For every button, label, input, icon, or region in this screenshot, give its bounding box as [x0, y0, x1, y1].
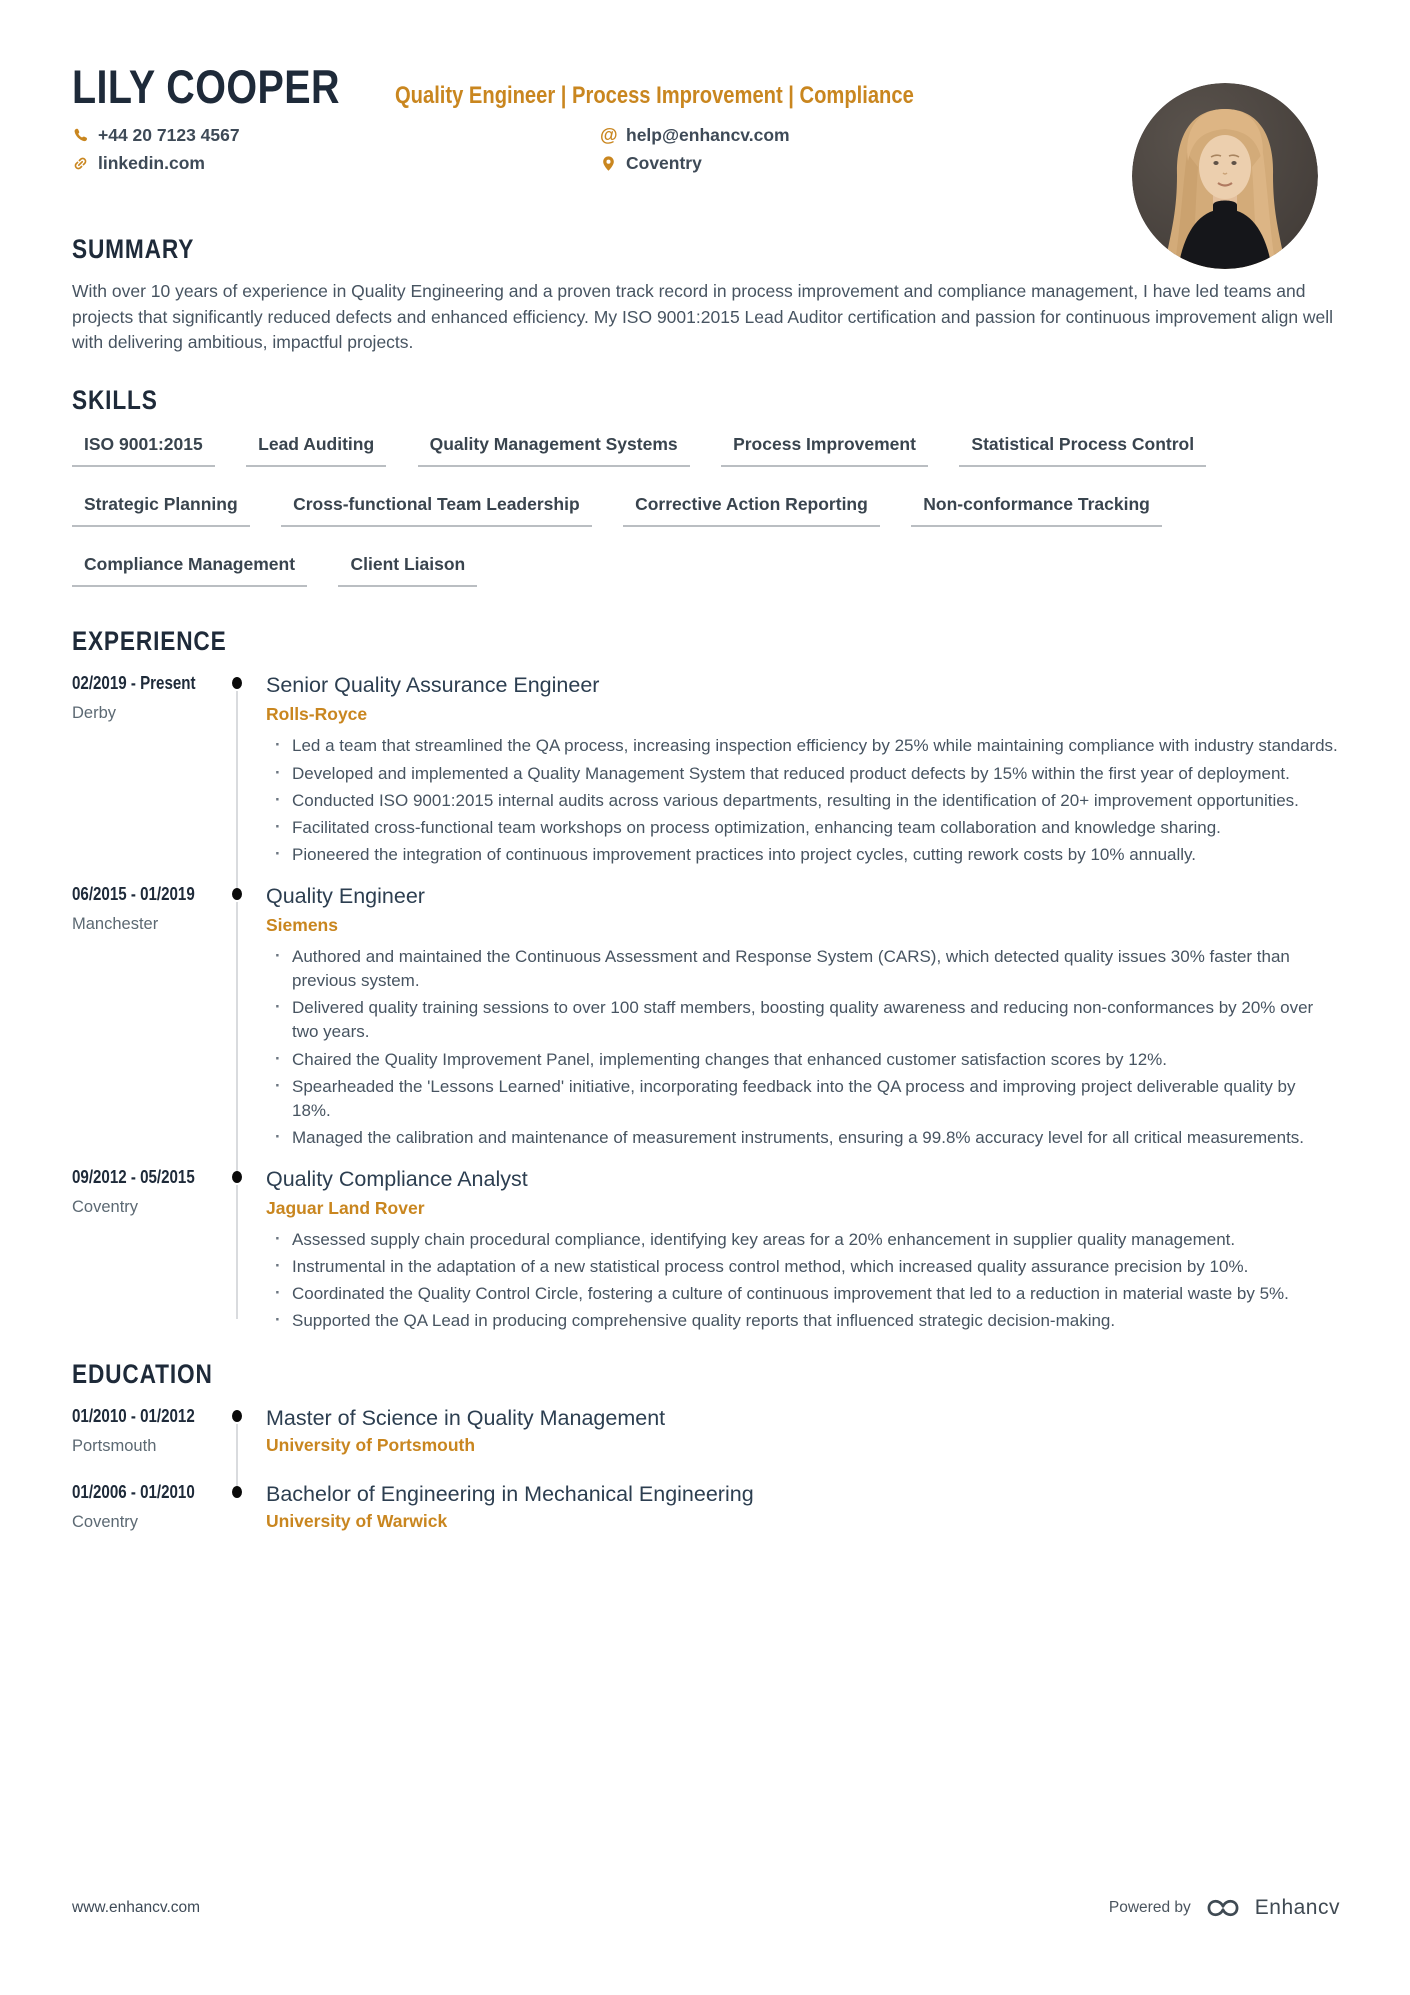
skill-tag: Corrective Action Reporting — [623, 494, 880, 527]
footer-website-link[interactable]: www.enhancv.com — [72, 1899, 201, 1916]
at-icon: @ — [600, 125, 618, 146]
timeline-dot — [232, 1486, 242, 1498]
entry-location: Manchester — [72, 915, 159, 934]
person-name: LILY COOPER — [72, 60, 340, 113]
experience-section — [72, 626, 1338, 1336]
education-heading: EDUCATION — [72, 1358, 213, 1389]
timeline-dot — [232, 1410, 242, 1422]
bullet-item: · Assessed supply chain procedural compliance, identifying key areas for a 20% enhancement in supplier quality management. — [266, 1228, 1338, 1252]
skills-section — [72, 385, 1338, 614]
powered-by-block[interactable] — [1109, 1895, 1340, 1921]
timeline-line — [236, 691, 238, 888]
timeline-dot — [232, 888, 242, 900]
bullet-item: · Supported the QA Lead in producing comprehensive quality reports that influenced strategic decision-making. — [266, 1309, 1338, 1333]
skill-tag: Quality Management Systems — [418, 434, 690, 467]
phone-icon — [72, 127, 89, 144]
school-name: University of Portsmouth — [266, 1434, 476, 1455]
profile-photo-illustration — [1132, 83, 1318, 269]
experience-heading: EXPERIENCE — [72, 626, 227, 657]
company-name: Jaguar Land Rover — [266, 1198, 425, 1219]
timeline-line — [236, 1185, 238, 1319]
contact-phone[interactable] — [72, 125, 600, 146]
entry-location: Derby — [72, 704, 117, 723]
job-title: Senior Quality Assurance Engineer — [266, 673, 600, 698]
education-section — [72, 1359, 1338, 1532]
entry-location: Portsmouth — [72, 1436, 157, 1455]
degree-title: Bachelor of Engineering in Mechanical Engineering — [266, 1481, 754, 1506]
email-address: help@enhancv.com — [626, 125, 790, 146]
bullet-item: · Managed the calibration and maintenance of measurement instruments, ensuring a 99.8% accuracy level for all critical measurements. — [266, 1126, 1338, 1150]
job-bullets — [266, 945, 1338, 1150]
bullet-item: · Led a team that streamlined the QA process, increasing inspection efficiency by 25% while maintaining compliance with industry standards. — [266, 734, 1338, 758]
bullet-item: · Pioneered the integration of continuous improvement practices into project cycles, cutting rework costs by 10% annually. — [266, 843, 1338, 867]
location-text: Coventry — [626, 153, 702, 174]
experience-entry — [72, 884, 1338, 1153]
skills-list — [72, 434, 1338, 614]
bullet-item: · Conducted ISO 9001:2015 internal audits across various departments, resulting in the identification of 20+ improvement opportunities. — [266, 789, 1338, 813]
bullet-item: · Facilitated cross-functional team workshops on process optimization, enhancing team collaboration and knowledge sharing. — [266, 816, 1338, 840]
summary-text: With over 10 years of experience in Quality Engineering and a proven track record in process improvement and compliance management, I have led teams and projects that significantly reduced defects and enhanced efficiency. My ISO 9001:2015 Lead Auditor certification and passion for continuous improvement align well with delivering ambitious, impactful projects. — [72, 281, 1334, 353]
headline: Quality Engineer | Process Improvement | Compliance — [395, 82, 915, 109]
timeline-line — [236, 902, 238, 1171]
entry-location: Coventry — [72, 1512, 139, 1531]
contact-website[interactable] — [72, 153, 600, 174]
experience-entry — [72, 1167, 1338, 1337]
page-footer — [72, 1895, 1340, 1921]
skill-tag: Non-conformance Tracking — [911, 494, 1162, 527]
link-icon — [72, 155, 89, 172]
bullet-item: · Authored and maintained the Continuous Assessment and Response System (CARS), which detected quality issues 30% faster than previous system. — [266, 945, 1338, 993]
website-url: linkedin.com — [98, 153, 205, 174]
skill-tag: Lead Auditing — [246, 434, 386, 467]
entry-dates: 01/2006 - 01/2010 — [72, 1481, 195, 1502]
skill-tag: ISO 9001:2015 — [72, 434, 215, 467]
bullet-item: · Chaired the Quality Improvement Panel, implementing changes that enhanced customer satisfaction scores by 12%. — [266, 1048, 1338, 1072]
powered-by-label: Powered by — [1108, 1899, 1191, 1916]
entry-dates: 02/2019 - Present — [72, 673, 196, 694]
job-bullets — [266, 734, 1338, 867]
degree-title: Master of Science in Quality Management — [266, 1405, 666, 1430]
job-title: Quality Engineer — [266, 884, 425, 909]
experience-entry — [72, 673, 1338, 870]
summary-heading: SUMMARY — [72, 234, 195, 265]
school-name: University of Warwick — [266, 1510, 448, 1531]
job-title: Quality Compliance Analyst — [266, 1167, 528, 1192]
company-name: Siemens — [266, 915, 338, 936]
bullet-item: · Spearheaded the 'Lessons Learned' initiative, incorporating feedback into the QA process and improving project deliverable quality by 18%. — [266, 1075, 1338, 1123]
skill-tag: Cross-functional Team Leadership — [281, 494, 592, 527]
entry-dates: 06/2015 - 01/2019 — [72, 884, 195, 905]
summary-section — [72, 234, 1338, 355]
skill-tag: Statistical Process Control — [959, 434, 1206, 467]
bullet-item: · Instrumental in the adaptation of a new statistical process control method, which increased quality assurance precision by 10%. — [266, 1255, 1338, 1279]
bullet-item: · Delivered quality training sessions to over 100 staff members, boosting quality awareness and reducing non-conformances by 20% over two years. — [266, 996, 1338, 1044]
location-pin-icon — [600, 155, 617, 172]
education-entry — [72, 1406, 1338, 1456]
entry-dates: 01/2010 - 01/2012 — [72, 1405, 195, 1426]
enhancv-logo-icon — [1203, 1895, 1243, 1921]
bullet-item: · Developed and implemented a Quality Management System that reduced product defects by 15% within the first year of deployment. — [266, 762, 1338, 786]
timeline-dot — [232, 1171, 242, 1183]
job-bullets — [266, 1228, 1338, 1334]
profile-photo — [1132, 83, 1318, 269]
enhancv-brand-name: Enhancv — [1254, 1896, 1340, 1919]
skill-tag: Strategic Planning — [72, 494, 250, 527]
entry-dates: 09/2012 - 05/2015 — [72, 1167, 195, 1188]
timeline-line — [236, 1424, 238, 1486]
entry-location: Coventry — [72, 1198, 139, 1217]
skills-heading: SKILLS — [72, 385, 158, 416]
bullet-item: · Coordinated the Quality Control Circle, fostering a culture of continuous improvement that led to a reduction in material waste by 5%. — [266, 1282, 1338, 1306]
skill-tag: Process Improvement — [721, 434, 928, 467]
skill-tag: Client Liaison — [338, 554, 477, 587]
phone-number: +44 20 7123 4567 — [98, 125, 240, 146]
skill-tag: Compliance Management — [72, 554, 307, 587]
education-entry — [72, 1482, 1338, 1532]
company-name: Rolls-Royce — [266, 704, 368, 725]
